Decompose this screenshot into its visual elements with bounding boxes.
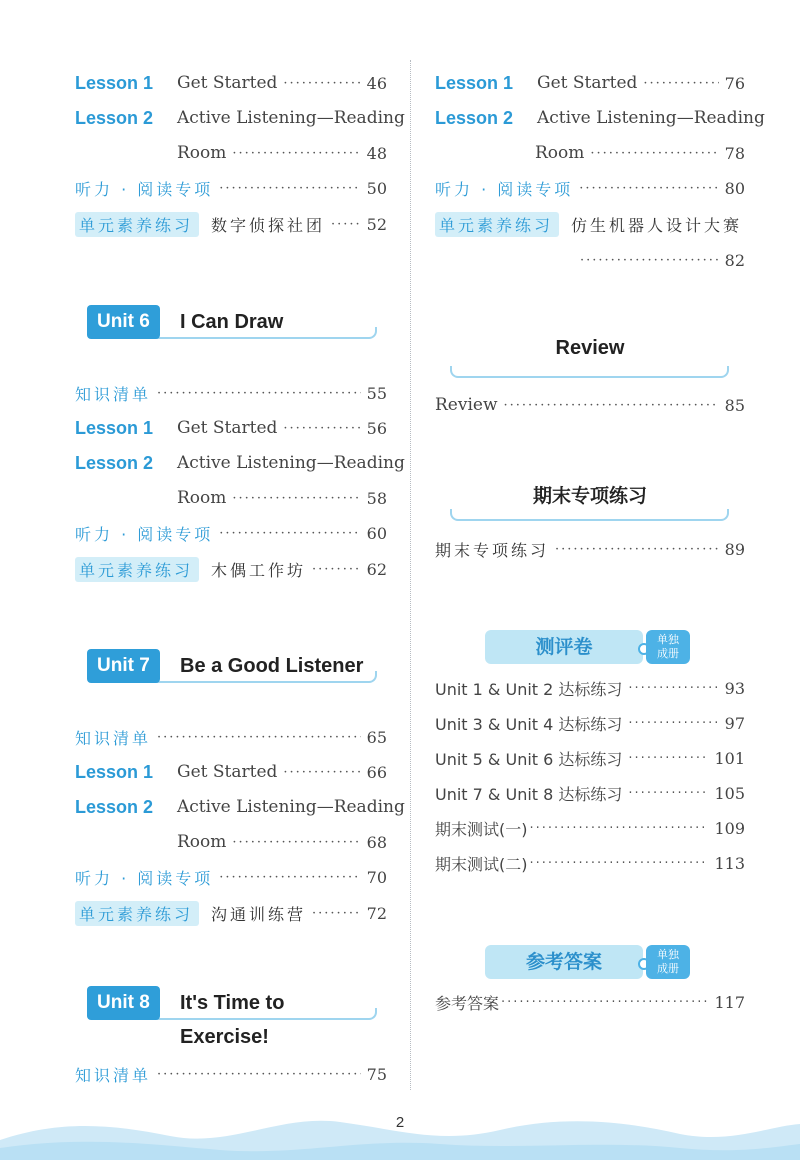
toc-entry-cont[interactable]: [177, 483, 387, 513]
toc-entry[interactable]: [75, 792, 405, 822]
section-tag: 单元素养练习: [75, 901, 199, 926]
page-ref: 82: [724, 250, 745, 270]
stamp-line: 单独: [657, 633, 679, 646]
entry-title: 沟通训练营: [211, 904, 307, 924]
toc-entry[interactable]: [75, 103, 405, 133]
leader-dots: [555, 542, 719, 557]
leader-dots: [628, 786, 708, 801]
toc-entry[interactable]: [75, 518, 387, 548]
section-heading: Review: [555, 337, 625, 359]
page-ref: 62: [366, 559, 387, 579]
section-tag: 知识清单: [75, 728, 152, 748]
toc-entry[interactable]: [75, 1059, 387, 1089]
unit-heading: [87, 986, 377, 1048]
lesson-label: Lesson 1: [75, 761, 154, 782]
entry-title: Unit 3 & Unit 4 达标练习: [435, 714, 623, 734]
page-ref: 56: [366, 418, 387, 438]
leader-dots: [590, 146, 718, 161]
toc-entry[interactable]: [435, 68, 745, 98]
entry-title: Get Started: [177, 762, 278, 782]
page-ref: 66: [366, 762, 387, 782]
entry-title: Unit 5 & Unit 6 达标练习: [435, 749, 623, 769]
page-ref: 52: [366, 214, 387, 234]
leader-dots: [283, 421, 360, 436]
toc-entry[interactable]: [75, 757, 387, 787]
leader-dots: [628, 681, 718, 696]
section-tag: 单元素养练习: [435, 212, 559, 237]
entry-title: 期末测试(二): [435, 854, 528, 874]
page-ref: 109: [714, 818, 745, 838]
lesson-label: Lesson 1: [435, 72, 514, 93]
toc-entry[interactable]: [435, 673, 745, 703]
toc-entry[interactable]: [75, 722, 387, 752]
leader-dots: [504, 398, 719, 413]
entry-title: 数字侦探社团: [211, 215, 326, 235]
toc-entry[interactable]: [75, 209, 387, 239]
entry-title-cont: Room: [177, 143, 227, 163]
toc-entry-cont[interactable]: [177, 138, 387, 168]
toc-entry[interactable]: [435, 987, 745, 1017]
page-ref: 76: [724, 73, 745, 93]
leader-dots: [530, 856, 709, 871]
toc-entry[interactable]: [75, 898, 387, 928]
entry-title: Active Listening—Reading: [177, 453, 405, 473]
section-tag: 知识清单: [75, 1065, 152, 1085]
page-ref: 97: [724, 713, 745, 733]
page-ref: 50: [366, 178, 387, 198]
leader-dots: [628, 751, 708, 766]
toc-entry[interactable]: [435, 534, 745, 564]
stamp-line: 成册: [657, 647, 679, 660]
leader-dots: [157, 1067, 361, 1082]
leader-dots: [232, 146, 360, 161]
entry-title: Get Started: [177, 73, 278, 93]
leader-dots: [283, 765, 360, 780]
toc-entry[interactable]: [75, 862, 387, 892]
page-ref: 117: [714, 992, 745, 1012]
lesson-label: Lesson 2: [435, 107, 514, 128]
leader-dots: [530, 821, 709, 836]
unit-title: Be a Good Listener: [180, 655, 364, 677]
leader-dots: [283, 76, 360, 91]
page-ref: 80: [724, 178, 745, 198]
entry-title: 期末专项练习: [435, 540, 550, 560]
stamp-line: 成册: [657, 962, 679, 975]
page-ref: 101: [714, 748, 745, 768]
unit-badge: Unit 8: [87, 986, 160, 1020]
unit-heading: [87, 305, 377, 345]
toc-entry[interactable]: [435, 103, 765, 133]
toc-entry[interactable]: [435, 708, 745, 738]
leader-dots: [219, 181, 360, 196]
lesson-label: Lesson 2: [75, 452, 154, 473]
page-ref: 78: [724, 143, 745, 163]
page-ref: 75: [366, 1064, 387, 1084]
page-ref: 60: [366, 523, 387, 543]
entry-title: Get Started: [177, 418, 278, 438]
entry-title: Active Listening—Reading: [177, 797, 405, 817]
toc-entry[interactable]: [75, 413, 387, 443]
entry-title-cont: Room: [535, 143, 585, 163]
entry-title: 期末测试(一): [435, 819, 528, 839]
toc-entry-cont[interactable]: [177, 827, 387, 857]
heading-underline: [450, 509, 729, 521]
page-ref: 70: [366, 867, 387, 887]
leader-dots: [232, 491, 360, 506]
toc-entry[interactable]: [75, 448, 405, 478]
page-ref: 72: [366, 903, 387, 923]
leader-dots: [579, 181, 718, 196]
section-tag: 听力 · 阅读专项: [435, 179, 574, 199]
toc-entry[interactable]: [75, 378, 387, 408]
separate-volume-stamp: [646, 945, 690, 979]
unit-title: It's Time to Exercise!: [180, 992, 285, 1048]
entry-title: Active Listening—Reading: [177, 108, 405, 128]
stamp-line: 单独: [657, 948, 679, 961]
section-tag: 单元素养练习: [75, 557, 199, 582]
section-pill: 测评卷: [485, 630, 643, 664]
column-divider: [410, 60, 411, 1090]
entry-title: Get Started: [537, 73, 638, 93]
toc-entry[interactable]: [435, 209, 745, 239]
toc-entry[interactable]: [435, 390, 745, 420]
leader-dots: [580, 253, 719, 268]
leader-dots: [219, 526, 360, 541]
page-ref: 65: [366, 727, 387, 747]
toc-entry[interactable]: [435, 813, 745, 843]
lesson-label: Lesson 1: [75, 72, 154, 93]
unit-title: I Can Draw: [180, 311, 284, 333]
toc-entry[interactable]: [75, 173, 387, 203]
page-ref: 55: [366, 383, 387, 403]
page-ref: 85: [724, 395, 745, 415]
lesson-label: Lesson 2: [75, 796, 154, 817]
lesson-label: Lesson 1: [75, 417, 154, 438]
toc-entry[interactable]: [75, 68, 387, 98]
entry-title: Unit 7 & Unit 8 达标练习: [435, 784, 623, 804]
leader-dots: [219, 870, 360, 885]
toc-entry[interactable]: [75, 554, 387, 584]
page-ref: 58: [366, 488, 387, 508]
separate-volume-stamp: [646, 630, 690, 664]
leader-dots: [643, 76, 718, 91]
leader-dots: [232, 835, 360, 850]
lesson-label: Lesson 2: [75, 107, 154, 128]
page-number: 2: [395, 1114, 405, 1131]
section-heading: 期末专项练习: [532, 485, 647, 507]
toc-entry[interactable]: [435, 743, 745, 773]
page-ref: 46: [366, 73, 387, 93]
leader-dots: [157, 386, 361, 401]
section-pill: 参考答案: [485, 945, 643, 979]
unit-heading: [87, 649, 377, 689]
entry-title: 仿生机器人设计大赛: [571, 215, 743, 235]
entry-title: 木偶工作坊: [211, 560, 307, 580]
heading-underline: [450, 366, 729, 378]
toc-entry[interactable]: [435, 778, 745, 808]
section-tag: 听力 · 阅读专项: [75, 868, 214, 888]
leader-dots: [628, 716, 718, 731]
toc-entry-cont[interactable]: [580, 245, 745, 275]
toc-entry[interactable]: [435, 848, 745, 878]
leader-dots: [157, 730, 361, 745]
page-ref: 48: [366, 143, 387, 163]
section-tag: 知识清单: [75, 384, 152, 404]
leader-dots: [331, 217, 361, 232]
leader-dots: [312, 906, 361, 921]
page-ref: 68: [366, 832, 387, 852]
leader-dots: [501, 995, 708, 1010]
entry-title-cont: Room: [177, 488, 227, 508]
page-ref: 93: [724, 678, 745, 698]
entry-title: Review: [435, 395, 498, 415]
toc-entry-cont[interactable]: [535, 138, 745, 168]
section-tag: 单元素养练习: [75, 212, 199, 237]
section-tag: 听力 · 阅读专项: [75, 179, 214, 199]
page-ref: 105: [714, 783, 745, 803]
page-ref: 113: [714, 853, 745, 873]
entry-title-cont: Room: [177, 832, 227, 852]
section-tag: 听力 · 阅读专项: [75, 524, 214, 544]
unit-badge: Unit 7: [87, 649, 160, 683]
entry-title: 参考答案: [435, 993, 500, 1013]
page-ref: 89: [724, 539, 745, 559]
entry-title: Unit 1 & Unit 2 达标练习: [435, 679, 623, 699]
toc-entry[interactable]: [435, 173, 745, 203]
entry-title: Active Listening—Reading: [537, 108, 765, 128]
leader-dots: [312, 562, 361, 577]
unit-badge: Unit 6: [87, 305, 160, 339]
